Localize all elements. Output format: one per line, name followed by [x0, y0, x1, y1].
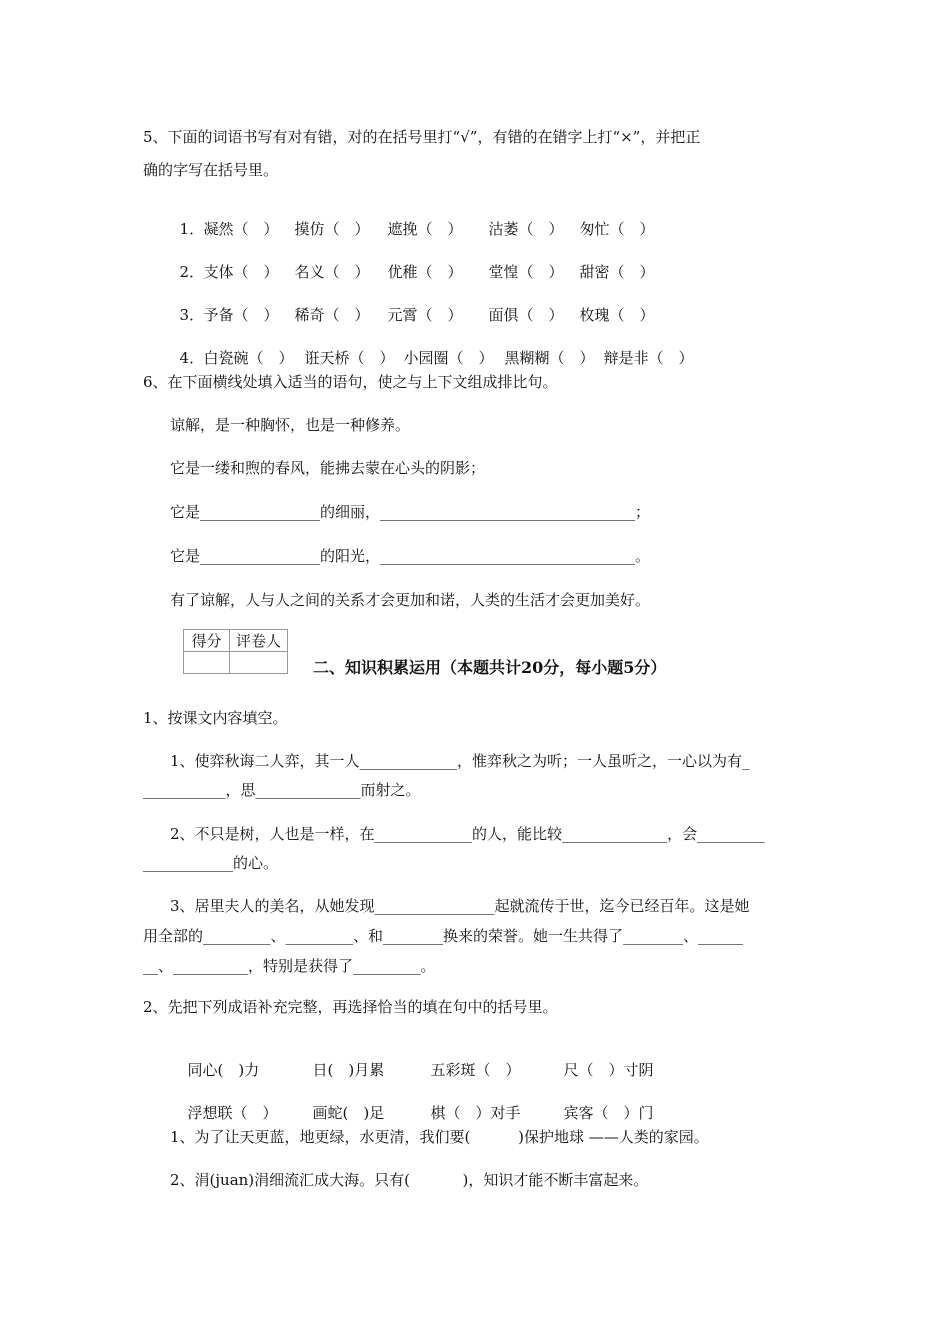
- word-item: 黑糊糊（ ）: [504, 349, 595, 367]
- p1-s3-line2: [143, 926, 743, 946]
- p1-s2-line2: [143, 853, 278, 873]
- paren-blank: [470, 1128, 518, 1146]
- word-item: 名义（ ）: [294, 263, 370, 281]
- word-item: 甜密（ ）: [579, 263, 655, 281]
- word-item: 凝然（ ）: [203, 220, 279, 238]
- p1-s1-line1: [170, 751, 750, 771]
- p1-s2-line1: [170, 824, 765, 844]
- blank: ______________: [562, 825, 668, 843]
- blank: _________: [203, 927, 271, 945]
- p2-instruction: 2、先把下列成语补充完整，再选择恰当的填在句中的括号里。: [143, 998, 558, 1016]
- blank: ____________: [143, 854, 233, 872]
- blank: __________________________________: [380, 547, 636, 565]
- grader-cell: [230, 652, 288, 674]
- text: ，思: [225, 781, 256, 799]
- idiom-item: 宾客（ ）门: [563, 1104, 654, 1122]
- blank: _________: [285, 927, 354, 945]
- q5-row-4: [170, 328, 694, 368]
- text: )，知识才能不断丰富起来。: [462, 1171, 649, 1189]
- idiom-item: 同心( )力: [187, 1061, 260, 1079]
- q5-row-number: 2．: [179, 263, 205, 281]
- text: 2、涓(juan)涓细流汇成大海。只有(: [170, 1171, 411, 1189]
- q5-instruction-line2: 确的字写在括号里。: [143, 161, 279, 179]
- text: 换来的荣誉。她一生共得了: [443, 927, 624, 945]
- blank: ________: [623, 927, 684, 945]
- q5-row-number: 4．: [179, 349, 205, 367]
- blank: _____________: [359, 752, 458, 770]
- idiom-item: 五彩斑（ ）: [430, 1061, 521, 1079]
- word-item: 枚瑰（ ）: [579, 306, 655, 324]
- text: 2、不只是树，人也是一样，在: [170, 825, 375, 843]
- paren-blank: [410, 1171, 462, 1189]
- text: ，惟弈秋之为听；一人虽听之，一心以为有: [457, 752, 743, 770]
- word-item: 堂惶（ ）: [488, 263, 564, 281]
- idiom-item: 日( )月累: [312, 1061, 385, 1079]
- blank: __: [143, 957, 158, 975]
- p2-sentence-1: [170, 1127, 709, 1147]
- text: 。: [635, 547, 651, 565]
- blank: ________________: [200, 547, 321, 565]
- word-item: 稀奇（ ）: [294, 306, 370, 324]
- score-header: 得分: [184, 630, 230, 652]
- word-item: 面俱（ ）: [488, 306, 564, 324]
- q5-row-number: 1．: [179, 220, 205, 238]
- q5-row-1: [170, 199, 655, 239]
- idiom-item: 画蛇( )足: [312, 1104, 385, 1122]
- word-item: 元霄（ ）: [387, 306, 463, 324]
- idiom-item: 棋（ ）对手: [430, 1104, 521, 1122]
- text: 。: [420, 957, 436, 975]
- blank: ______: [698, 927, 744, 945]
- word-item: 白瓷碗（ ）: [203, 349, 294, 367]
- text: 它是: [170, 547, 201, 565]
- section-title: 二、知识积累运用（本题共计20分，每小题5分）: [313, 658, 667, 677]
- blank: ________________: [374, 897, 495, 915]
- text: ；: [635, 503, 651, 521]
- p1-s3-line1: [170, 896, 750, 916]
- blank: ________________: [200, 503, 321, 521]
- idiom-row-1: [178, 1040, 654, 1080]
- blank: ________: [383, 927, 444, 945]
- q5-row-2: [170, 242, 655, 282]
- text: 、: [158, 957, 174, 975]
- text: 、: [270, 927, 286, 945]
- text: 的细丽，: [320, 503, 381, 521]
- text: 、和: [353, 927, 384, 945]
- blank: ______________: [255, 781, 361, 799]
- q6-line-1: 谅解，是一种胸怀，也是一种修养。: [170, 416, 411, 434]
- q5-row-3: [170, 285, 655, 325]
- text: )保护地球 ——人类的家园。: [518, 1128, 709, 1146]
- q6-line-4: [170, 546, 650, 566]
- text: 而射之。: [360, 781, 421, 799]
- p1-s1-line2: [143, 780, 421, 800]
- word-item: 优稚（ ）: [387, 263, 463, 281]
- score-cell: [184, 652, 230, 674]
- word-item: 摸仿（ ）: [294, 220, 370, 238]
- word-item: 匆忙（ ）: [579, 220, 655, 238]
- blank: ___________: [143, 781, 226, 799]
- p2-sentence-2: [170, 1170, 648, 1190]
- idiom-item: 浮想联（ ）: [187, 1104, 278, 1122]
- word-item: 予备（ ）: [203, 306, 279, 324]
- score-box: [183, 629, 288, 674]
- text: 1、为了让天更蓝，地更绿，水更清，我们要(: [170, 1128, 471, 1146]
- q5-instruction-line1: 5、下面的词语书写有对有错，对的在括号里打“√”，有错的在错字上打“×”，并把正: [143, 128, 701, 146]
- blank: _________: [697, 825, 765, 843]
- text: 的人，能比较: [472, 825, 563, 843]
- text: 起就流传于世，迄今已经百年。这是她: [494, 897, 750, 915]
- p1-s3-line3: [143, 956, 436, 976]
- text: 1、使弈秋诲二人弈，其一人: [170, 752, 360, 770]
- text: 它是: [170, 503, 201, 521]
- blank: __________: [173, 957, 249, 975]
- word-item: 诳天桥（ ）: [304, 349, 395, 367]
- q6-line-5: 有了谅解，人与人之间的关系才会更加和诺，人类的生活才会更加美好。: [170, 591, 651, 609]
- word-item: 沽萎（ ）: [488, 220, 564, 238]
- q5-row-number: 3．: [179, 306, 205, 324]
- blank: __________________________________: [380, 503, 636, 521]
- blank: _____________: [374, 825, 473, 843]
- text: 的心。: [233, 854, 279, 872]
- grader-header: 评卷人: [230, 630, 288, 652]
- q6-line-3: [170, 502, 650, 522]
- text: 3、居里夫人的美名，从她发现: [170, 897, 375, 915]
- idiom-item: 尺（ ）寸阴: [563, 1061, 654, 1079]
- p1-instruction: 1、按课文内容填空。: [143, 709, 288, 727]
- word-item: 辩是非（ ）: [603, 349, 694, 367]
- text: 的阳光，: [320, 547, 381, 565]
- text: 、: [683, 927, 699, 945]
- word-item: 小园圈（ ）: [403, 349, 494, 367]
- text: ，特别是获得了: [248, 957, 354, 975]
- blank: _________: [353, 957, 421, 975]
- q6-line-2: 它是一缕和煦的春风，能拂去蒙在心头的阴影；: [170, 459, 486, 477]
- word-item: 遮挽（ ）: [387, 220, 463, 238]
- text: ，会: [667, 825, 698, 843]
- word-item: 支体（ ）: [203, 263, 279, 281]
- idiom-row-2: [178, 1083, 654, 1123]
- text: 用全部的: [143, 927, 204, 945]
- q6-instruction: 6、在下面横线处填入适当的语句，使之与上下文组成排比句。: [143, 373, 558, 391]
- blank: _: [742, 752, 750, 770]
